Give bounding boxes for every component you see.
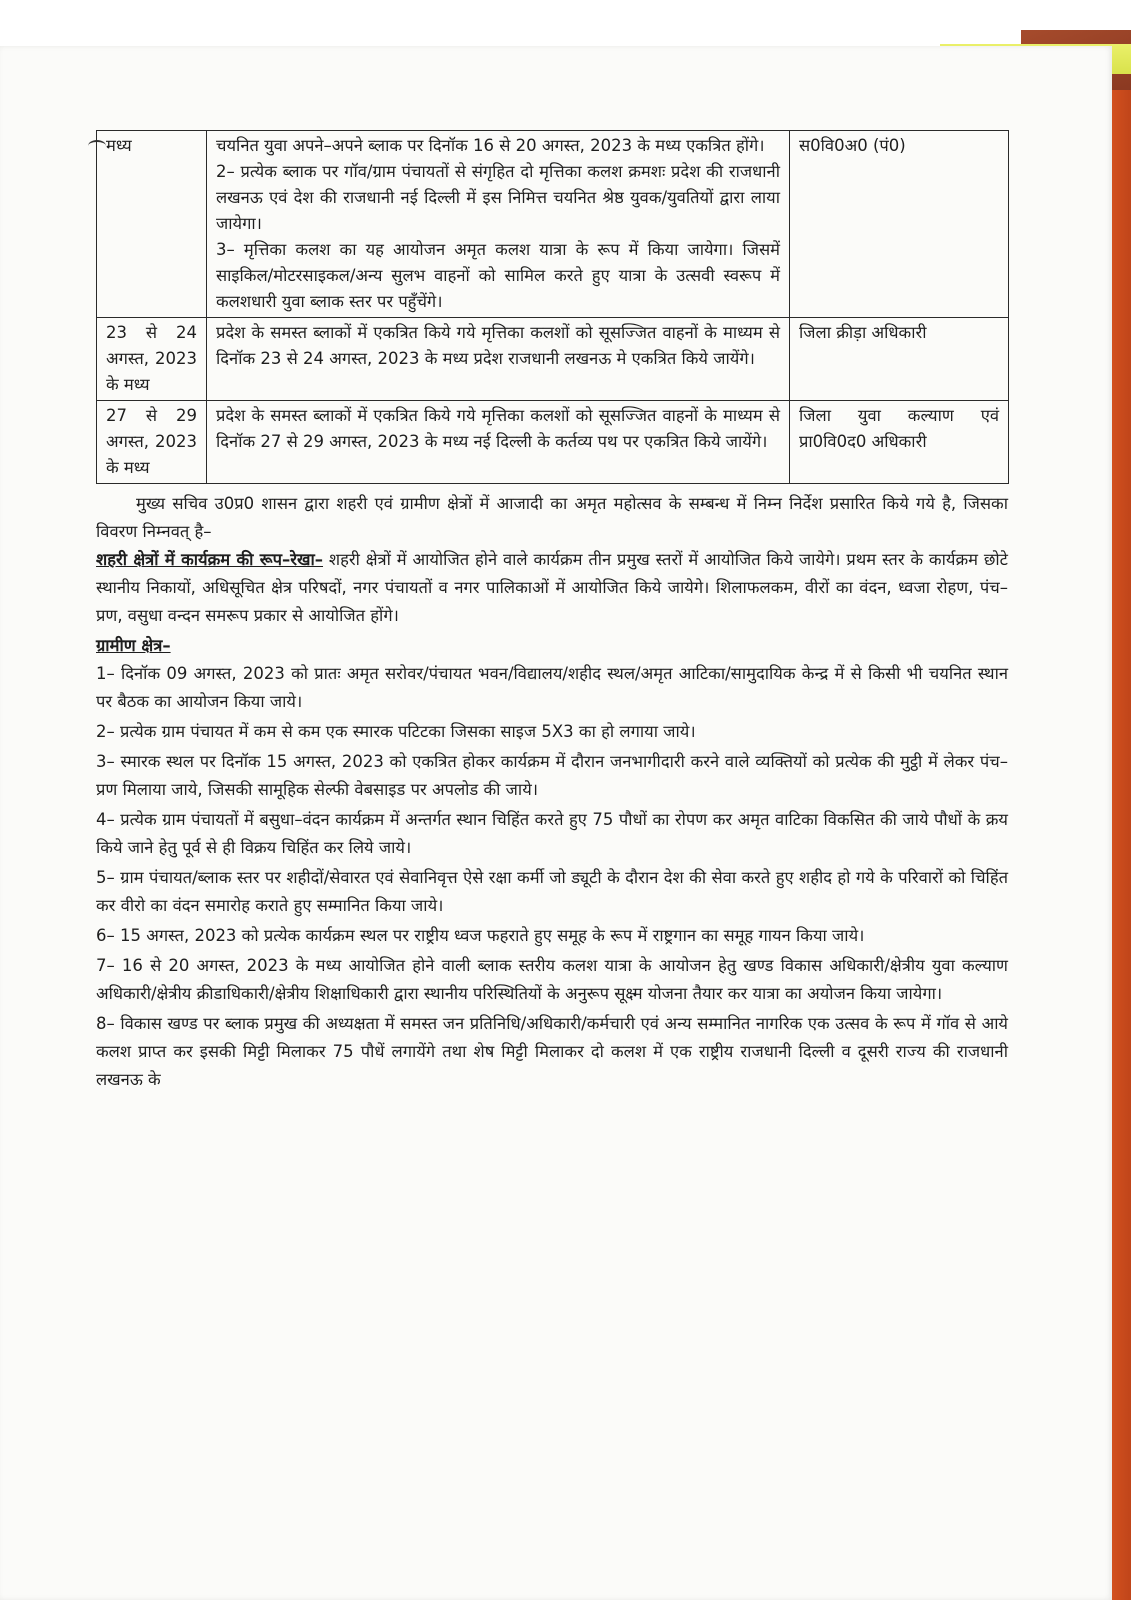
officer-cell: जिला युवा कल्याण एवं प्रा0वि0द0 अधिकारी bbox=[790, 401, 1009, 484]
description-cell bbox=[207, 131, 790, 318]
photo-background-right bbox=[1109, 90, 1131, 1600]
urban-heading: शहरी क्षेत्रों में कार्यक्रम की रूप–रेखा– bbox=[96, 550, 324, 569]
list-item: 8– विकास खण्ड पर ब्लाक प्रमुख की अध्यक्षता में समस्त जन प्रतिनिधि/अधिकारी/कर्मचारी एवं अन्य सम्मानित नागरिक एक उत्सव के रूप में गॉव से आये कलश प्राप्त कर इसकी मिट्टी मिलाकर 75 पौधें लगायेंगे तथा शेष मिट्टी मिलाकर दो कलश में एक राष्ट्रीय राजधानी दिल्ली व दूसरी राज्य की राजधानी लखनऊ के bbox=[96, 1014, 1008, 1089]
date-cell: 27 से 29 अगस्त, 2023 के मध्य bbox=[97, 401, 207, 484]
table-row bbox=[97, 318, 1009, 401]
list-item: 4– प्रत्येक ग्राम पंचायतों में बसुधा–वंदन कार्यक्रम में अन्तर्गत स्थान चिहिंत करते हुए 75 पौधों का रोपण कर अमृत वाटिका विकसित की जाये पौधों के क्रय किये जाने हेतु पूर्व से ही विक्रय चिहिंत कर लिये जाये। bbox=[96, 810, 1008, 857]
schedule-table bbox=[96, 130, 1009, 484]
list-item: 7– 16 से 20 अगस्त, 2023 के मध्य आयोजित होने वाली ब्लाक स्तरीय कलश यात्रा के आयोजन हेतु खण्ड विकास अधिकारी/क्षेत्रीय युवा कल्याण अधिकारी/क्षेत्रीय क्रीडाधिकारी/क्षेत्रीय शिक्षाधिकारी द्वारा स्थानीय परिस्थितियों के अनुरूप सूक्ष्म योजना तैयार कर यात्रा का अयोजन किया जायेगा। bbox=[96, 956, 1008, 1003]
description-paragraph: 2– प्रत्येक ब्लाक पर गॉव/ग्राम पंचायतों से संगृहित दो मृत्तिका कलश क्रमशः प्रदेश की राजधानी लखनऊ एवं देश की राजधानी नई दिल्ली में इस निमित्त चयनित श्रेष्ठ युवक/युवतियों द्वारा लाया जायेगा। bbox=[216, 162, 780, 233]
list-item: 5– ग्राम पंचायत/ब्लाक स्तर पर शहीदों/सेवारत एवं सेवानिवृत्त ऐसे रक्षा कर्मी जो ड्यूटी के दौरान देश की सेवा करते हुए शहीद हो गये के परिवारों को चिहिंत कर वीरो का वंदन समारोह कराते हुए सम्मानित किया जाये। bbox=[96, 868, 1008, 915]
rural-section-title bbox=[96, 632, 1008, 660]
officer-cell: जिला क्रीड़ा अधिकारी bbox=[790, 318, 1009, 401]
urban-text: शहरी क्षेत्रों में आयोजित होने वाले कार्यक्रम तीन प्रमुख स्तरों में आयोजित किये जायेगे। प्रथम स्तर के कार्यक्रम छोटे स्थानीय निकायों, अधिसूचित क्षेत्र परिषदों, नगर पंचायतों व नगर पालिकाओं में आयोजित किये जायेगे। शिलाफलकम, वीरों का वंदन, ध्वजा रोहण, पंच–प्रण, वसुधा वन्दन समरूप प्रकार से आयोजित होंगे। bbox=[96, 550, 1008, 625]
description-paragraph: प्रदेश के समस्त ब्लाकों में एकत्रित किये गये मृत्तिका कलशों को सूसज्जित वाहनों के माध्यम से दिनॉक 23 से 24 अगस्त, 2023 के मध्य प्रदेश राजधानी लखनऊ मे एकत्रित किये जायेंगे। bbox=[216, 323, 780, 368]
document-body bbox=[96, 130, 1008, 1096]
description-cell bbox=[207, 401, 790, 484]
description-paragraph: चयनित युवा अपने–अपने ब्लाक पर दिनॉक 16 से 20 अगस्त, 2023 के मध्य एकत्रित होंगे। bbox=[216, 136, 765, 155]
intro-paragraph: मुख्य सचिव उ0प्र0 शासन द्वारा शहरी एवं ग्रामीण क्षेत्रों में आजादी का अमृत महोत्सव के सम्बन्ध में निम्न निर्देश प्रसारित किये गये है, जिसका विवरण निम्नवत् है– bbox=[96, 494, 1008, 541]
list-item: 6– 15 अगस्त, 2023 को प्रत्येक कार्यक्रम स्थल पर राष्ट्रीय ध्वज फहराते हुए समूह के रूप में राष्ट्रगान का समूह गायन किया जाये। bbox=[96, 926, 865, 945]
date-cell: 23 से 24 अगस्त, 2023 के मध्य bbox=[97, 318, 207, 401]
table-row bbox=[97, 131, 1009, 318]
description-paragraph: 3– मृत्तिका कलश का यह आयोजन अमृत कलश यात्रा के रूप में किया जायेगा। जिसमें साइकिल/मोटरसाइकल/अन्य सुलभ वाहनों को सामिल करते हुए यात्रा के उत्सवी स्वरूप में कलशधारी युवा ब्लाक स्तर पर पहुँचेंगे। bbox=[216, 240, 780, 311]
rural-heading: ग्रामीण क्षेत्र– bbox=[96, 636, 171, 655]
date-cell: मध्य bbox=[97, 131, 207, 318]
list-item: 1– दिनॉक 09 अगस्त, 2023 को प्रातः अमृत सरोवर/पंचायत भवन/विद्यालय/शहीद स्थल/अमृत आटिका/सामुदायिक केन्द्र में से किसी भी चयनित स्थान पर बैठक का आयोजन किया जाये। bbox=[96, 664, 1008, 711]
list-item: 3– स्मारक स्थल पर दिनॉक 15 अगस्त, 2023 को एकत्रित होकर कार्यक्रम में दौरान जनभागीदारी करने वाले व्यक्तियों को प्रत्येक की मुट्ठी में लेकर पंच–प्रण मिलाया जाये, जिसकी सामूहिक सेल्फी वेबसाइड पर अपलोड की जाये। bbox=[96, 752, 1008, 799]
urban-section bbox=[96, 546, 1008, 630]
officer-cell: स0वि0अ0 (पं0) bbox=[790, 131, 1009, 318]
photo-background-top bbox=[0, 0, 1131, 50]
table-row bbox=[97, 401, 1009, 484]
description-paragraph: प्रदेश के समस्त ब्लाकों में एकत्रित किये गये मृत्तिका कलशों को सूसज्जित वाहनों के माध्यम से दिनॉक 27 से 29 अगस्त, 2023 के मध्य नई दिल्ली के कर्तव्य पथ पर एकत्रित किये जायेंगे। bbox=[216, 406, 780, 451]
list-item: 2– प्रत्येक ग्राम पंचायत में कम से कम एक स्मारक पटिटका जिसका साइज 5X3 का हो लगाया जाये। bbox=[96, 722, 696, 741]
description-cell bbox=[207, 318, 790, 401]
